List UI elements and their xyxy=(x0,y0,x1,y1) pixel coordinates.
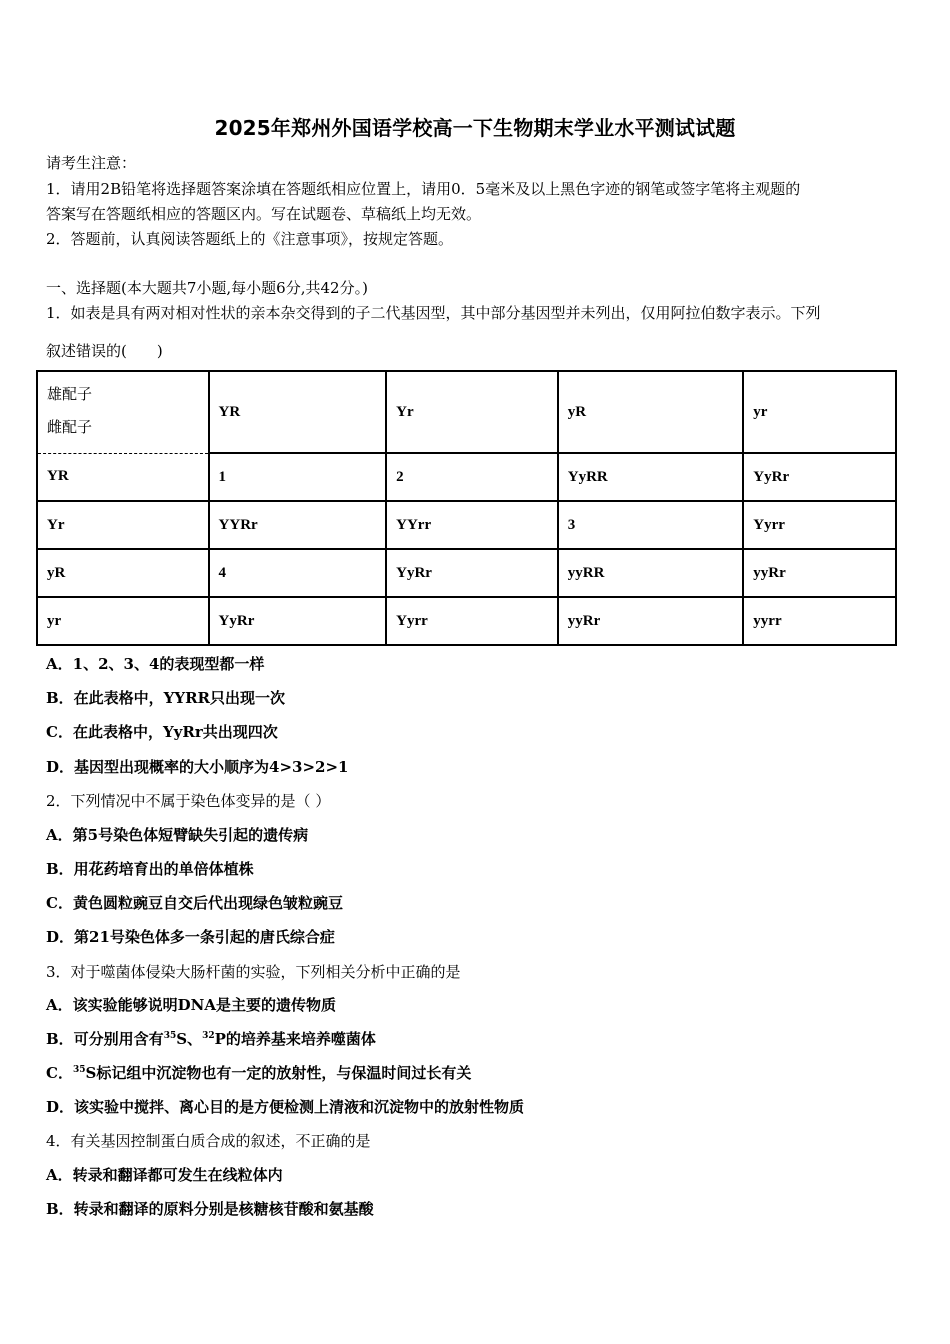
q2-option-a: A．第5号染色体短臂缺失引起的遗传病 xyxy=(46,826,309,844)
q3-option-a: A．该实验能够说明DNA是主要的遗传物质 xyxy=(46,996,336,1014)
section-heading: 一、选择题(本大题共7小题,每小题6分,共42分。) xyxy=(46,279,368,297)
q4-option-a: A．转录和翻译都可发生在线粒体内 xyxy=(46,1166,283,1184)
row-header: yr xyxy=(37,597,209,645)
col-header: yr xyxy=(743,371,896,453)
q3-option-b-post: P的培养基来培养噬菌体 xyxy=(214,1030,376,1048)
q3-option-b-pre: B．可分别用含有 xyxy=(46,1030,164,1048)
table-cell: YYrr xyxy=(386,501,558,549)
q2-option-d: D．第21号染色体多一条引起的唐氏综合症 xyxy=(46,928,335,946)
col-header: Yr xyxy=(386,371,558,453)
table-row xyxy=(37,501,896,549)
q1-stem-line2: 叙述错误的( ) xyxy=(46,342,163,360)
q3-option-c xyxy=(46,1062,471,1083)
isotope-mass-32: 32 xyxy=(202,1031,215,1041)
q4-option-b: B．转录和翻译的原料分别是核糖核苷酸和氨基酸 xyxy=(46,1200,374,1218)
male-gamete-label: 雄配子 xyxy=(47,387,93,404)
table-row xyxy=(37,549,896,597)
notice-heading: 请考生注意： xyxy=(46,154,137,172)
q1-option-d: D．基因型出现概率的大小顺序为4>3>2>1 xyxy=(46,758,349,776)
table-corner-cell xyxy=(37,371,209,453)
notice-item1-line1: 1．请用2B铅笔将选择题答案涂填在答题纸相应位置上，请用0．5毫米及以上黑色字迹的钢笔或签字笔将主观题的 xyxy=(46,180,801,198)
q2-option-c: C．黄色圆粒豌豆自交后代出现绿色皱粒豌豆 xyxy=(46,894,343,912)
q1-option-b: B．在此表格中，YYRR只出现一次 xyxy=(46,689,286,707)
table-cell: YYRr xyxy=(209,501,387,549)
table-cell: yyRr xyxy=(743,549,896,597)
notice-item2: 2．答题前，认真阅读答题纸上的《注意事项》，按规定答题。 xyxy=(46,230,454,248)
female-gamete-label: 雌配子 xyxy=(47,420,93,437)
table-cell: YyRr xyxy=(386,549,558,597)
table-cell: YyRr xyxy=(743,453,896,501)
table-cell: Yyrr xyxy=(743,501,896,549)
table-row xyxy=(37,597,896,645)
row-header: yR xyxy=(37,549,209,597)
punnett-table xyxy=(36,370,897,646)
q3-option-c-pre: C． xyxy=(46,1064,73,1082)
table-cell: 1 xyxy=(209,453,387,501)
row-header: YR xyxy=(37,453,209,501)
isotope-mass-35: 35 xyxy=(72,1065,86,1075)
col-header: YR xyxy=(209,371,387,453)
table-row xyxy=(37,453,896,501)
table-cell: 2 xyxy=(386,453,558,501)
q2-stem: 2．下列情况中不属于染色体变异的是（ ） xyxy=(46,792,331,810)
q3-option-b-mid: S、 xyxy=(176,1030,203,1048)
table-cell: Yyrr xyxy=(386,597,558,645)
col-header: yR xyxy=(558,371,744,453)
table-cell: YyRr xyxy=(209,597,387,645)
q2-option-b: B．用花药培育出的单倍体植株 xyxy=(46,860,254,878)
q3-option-b xyxy=(46,1028,376,1049)
table-cell: YyRR xyxy=(558,453,744,501)
table-header-row xyxy=(37,371,896,453)
table-cell: 3 xyxy=(558,501,744,549)
q1-stem-line1: 1．如表是具有两对相对性状的亲本杂交得到的子二代基因型，其中部分基因型并未列出，仅用阿拉伯数字表示。下列 xyxy=(46,304,821,322)
q3-option-c-post: S标记组中沉淀物也有一定的放射性，与保温时间过长有关 xyxy=(85,1064,472,1082)
isotope-mass-35: 35 xyxy=(163,1031,177,1041)
table-cell: yyrr xyxy=(743,597,896,645)
q3-stem: 3．对于噬菌体侵染大肠杆菌的实验，下列相关分析中正确的是 xyxy=(46,963,461,981)
q4-stem: 4．有关基因控制蛋白质合成的叙述，不正确的是 xyxy=(46,1132,371,1150)
table-cell: 4 xyxy=(209,549,387,597)
q3-option-d: D．该实验中搅拌、离心目的是方便检测上清液和沉淀物中的放射性物质 xyxy=(46,1098,525,1116)
q1-option-a: A．1、2、3、4的表现型都一样 xyxy=(46,655,265,673)
row-header: Yr xyxy=(37,501,209,549)
table-cell: yyRR xyxy=(558,549,744,597)
page-title: 2025年郑州外国语学校高一下生物期末学业水平测试试题 xyxy=(214,116,736,140)
q1-option-c: C．在此表格中，YyRr共出现四次 xyxy=(46,723,278,741)
notice-item1-line2: 答案写在答题纸相应的答题区内。写在试题卷、草稿纸上均无效。 xyxy=(46,205,482,223)
table-cell: yyRr xyxy=(558,597,744,645)
